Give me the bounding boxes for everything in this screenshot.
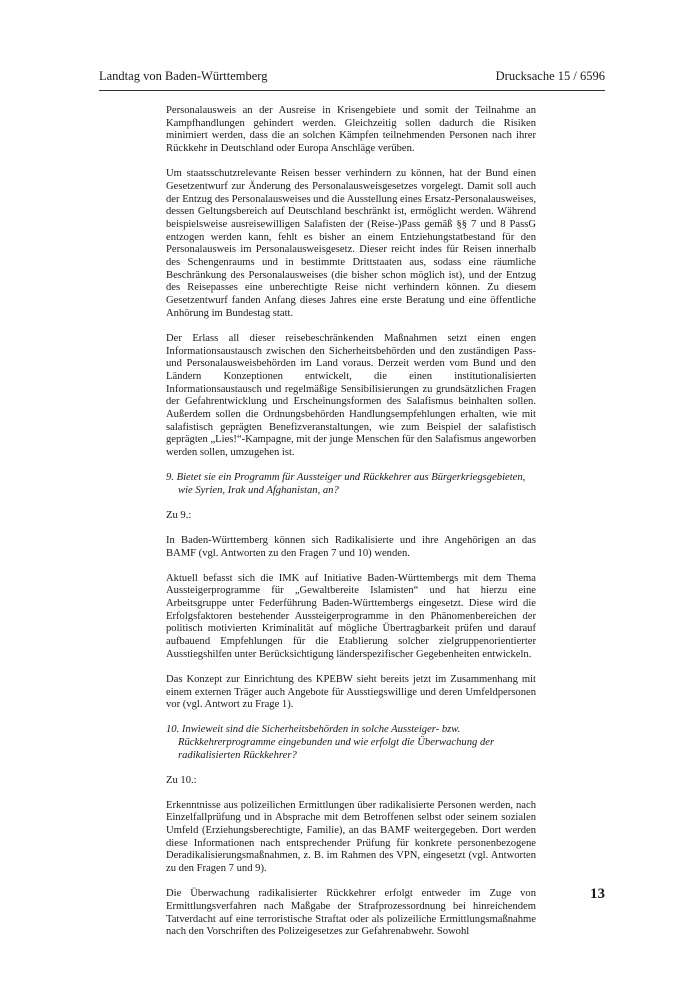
question-10: 10. Inwieweit sind die Sicherheitsbehörden in solche Aussteiger- bzw. Rückkehrerprogramme eingebunden und wie erfolgt die Überwachung der radikalisierten Rückkehrer? — [166, 724, 495, 761]
body-paragraph: Die Überwachung radikalisierter Rückkehrer erfolgt entweder im Zuge von Ermittlungsverfahren nach Maßgabe der Strafprozessordnung bei hinreichendem Tatverdacht auf eine terroristische Straftat oder als polizeiliche Ermittlungsmaßnahme nach den Vorschriften des Polizeigesetzes zur Gefahrenabwehr. Sowohl — [166, 888, 536, 938]
page-header — [99, 66, 605, 86]
question-9: 9. Bietet sie ein Programm für Aussteiger und Rückkehrer aus Bürgerkriegsgebieten, wie Syrien, Irak und Afghanistan, an? — [166, 472, 526, 496]
page-body — [166, 105, 536, 951]
body-paragraph: Das Konzept zur Einrichtung des KPEBW sieht bereits jetzt im Zusammenhang mit einem externen Träger auch Angebote für Ausstiegswillige und deren Umfeldpersonen vor (vgl. Antwort zu Frage 1). — [166, 673, 536, 711]
body-paragraph: Erkenntnisse aus polizeilichen Ermittlungen über radikalisierte Personen werden, nach Einzelfallprüfung und in Absprache mit dem Betroffenen selbst oder seinem sozialen Umfeld (Erziehungsberechtigte, Familie), an das BAMF weitergegeben. Dort werden diese Informationen nach entsprechender Prüfung für konkrete personenbezogene Deradikalisierungsmaßnahmen, z. B. im Rahmen des VPN, eingesetzt (vgl. Antworten zu den Fragen 7 und 9). — [166, 799, 536, 875]
page-number: 13 — [590, 886, 605, 902]
body-paragraph: Personalausweis an der Ausreise in Krisengebiete und somit der Teilnahme an Kampfhandlungen gehindert werden. Gleichzeitig sollen dadurch die Risiken minimiert werden, dass die an solchen Kämpfen teilnehmenden Personen nach ihrer Rückkehr in Deutschland oder Europa Anschläge verüben. — [166, 105, 536, 155]
body-paragraph: Der Erlass all dieser reisebeschränkenden Maßnahmen setzt einen engen Informationsaustausch zwischen den Sicherheitsbehörden und den zuständigen Pass- und Personalausweisbehörden im Land voraus. Derzeit werden vom Bund und den Ländern Konzeptionen entwickelt, die einen institutionalisierten Informationsaustausch und regelmäßige Sensibilisierungen zu grundsätzlichen Fragen der Gefahrentwicklung und Erscheinungsformen des Salafismus beinhalten sollen. Außerdem sollen die Ordnungsbehörden Handlungsempfehlungen erhalten, wie mit salafistisch geprägten Benefizveranstaltungen, wie zum Beispiel der salafistisch geprägten „Lies!“-Kampagne, mit der junge Menschen für den Salafismus angeworben werden sollen, umzugehen ist. — [166, 332, 536, 459]
answer-heading-10: Zu 10.: — [166, 774, 197, 786]
body-paragraph: In Baden-Württemberg können sich Radikalisierte und ihre Angehörigen an das BAMF (vgl. Antworten zu den Fragen 7 und 10) wenden. — [166, 534, 536, 559]
body-paragraph: Aktuell befasst sich die IMK auf Initiative Baden-Württembergs mit dem Thema Aussteigerprogramme für „Gewaltbereite Islamisten“ und hat hierzu eine Arbeitsgruppe unter Federführung Baden-Württembergs eingesetzt. Diese wird die Erfolgsfaktoren bestehender Aussteigerprogramme in den Phänomenbereichen der politisch motivierten Kriminalität auf mögliche Übertragbarkeit prüfen und darauf aufbauend Empfehlungen für die Etablierung solcher zielgruppenorientierter Ausstiegshilfen unter Berücksichtigung länderspezifischer Gegebenheiten entwickeln. — [166, 572, 536, 660]
header-divider — [99, 90, 605, 91]
header-document-number: Drucksache 15 / 6596 — [495, 69, 605, 83]
answer-heading-9: Zu 9.: — [166, 509, 192, 521]
header-publisher: Landtag von Baden-Württemberg — [99, 69, 268, 83]
body-paragraph: Um staatsschutzrelevante Reisen besser verhindern zu können, hat der Bund einen Gesetzentwurf zur Änderung des Personalausweisgesetzes vorgelegt. Damit soll auch der Entzug des Personalausweises und die Ausstellung eines Ersatz-Personalausweises, dessen Geltungsbereich auf Deutschland beschränkt ist, ermöglicht werden. Während beispielsweise ausreisewilligen Salafisten der (Reise-)Pass gemäß §§ 7 und 8 PassG entzogen werden kann, fehlt es bisher an einem Entziehungstatbestand für den Personalausweis im Personalausweisgesetz. Dieser reicht indes für Reisen innerhalb des Schengenraums und in bestimmte Drittstaaten aus, sodass eine räumliche Beschränkung des Personalausweises (die bisher schon möglich ist), und der Entzug des Reisepasses eine unberechtigte Reise nicht verhindern können. Zu diesem Gesetzentwurf fanden Anfang dieses Jahres eine erste Beratung und eine öffentliche Anhörung im Bundestag statt. — [166, 168, 536, 319]
